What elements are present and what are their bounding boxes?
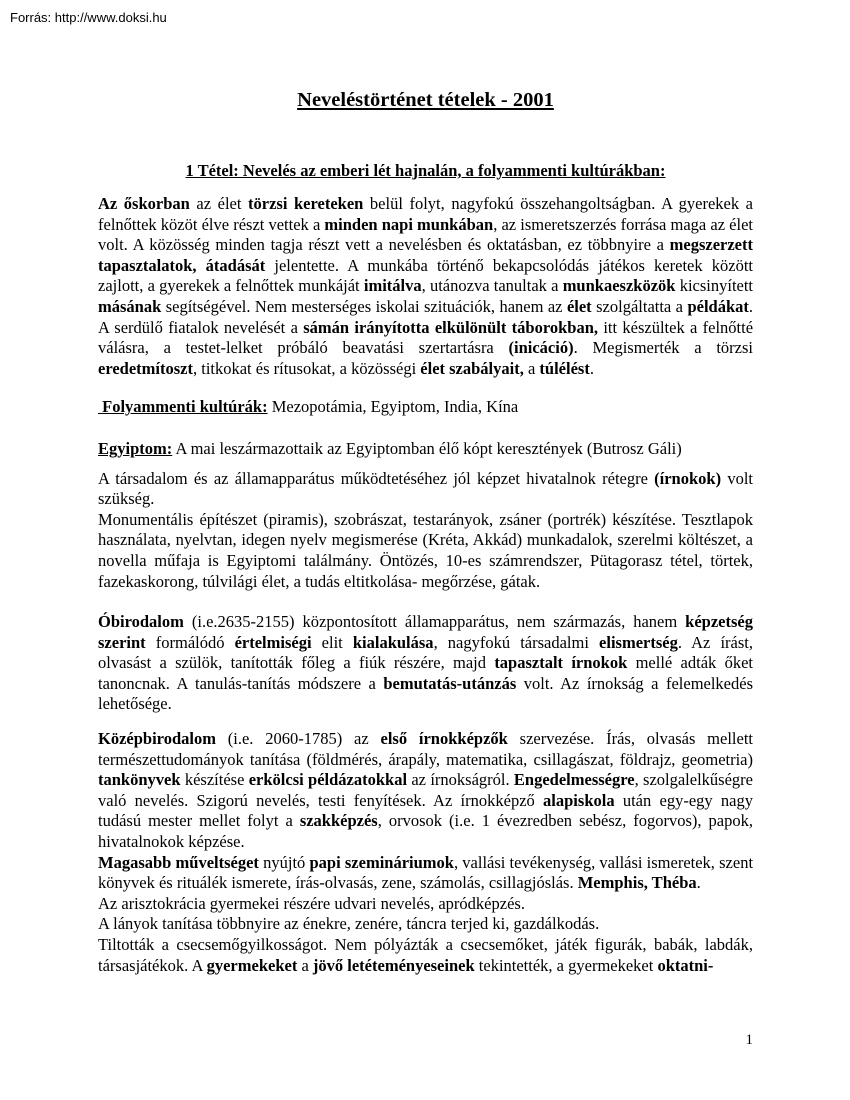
text-run: tapasztalt írnokok — [494, 653, 628, 673]
text-run: szervezése. Írás, olvasás mellett természettudományok tanítása (földmérés, árapály, matematika, csillagászat, földrajz, geometria) — [98, 729, 753, 769]
text-run: jövő letéteményeseinek — [312, 955, 475, 975]
text-run: itt készültek a felnőtté válásra, a testet-lelket próbáló beavatási szertartásra — [98, 317, 754, 358]
text-run: nyújtó — [258, 852, 310, 872]
text-run: . A serdülő fiatalok nevelését a — [98, 296, 754, 337]
text-run: kicsinyített — [675, 276, 754, 296]
tarsadalom-paragraph — [98, 469, 753, 510]
text-run: Tiltották a csecsemőgyilkosságot. Nem pólyázták a csecsemőket, játék figurák, babák, labdák, társasjátékok. A — [98, 935, 753, 975]
source-url-line: Forrás: http://www.doksi.hu — [10, 10, 167, 25]
tiltottak-paragraph — [98, 935, 753, 976]
lanyok-line — [98, 914, 753, 935]
text-run: A lányok tanítása többnyire az énekre, zenére, táncra terjed ki, gazdálkodás. — [98, 914, 600, 934]
text-run: másának — [98, 296, 162, 316]
text-run: (i.e. 2060-1785) az — [215, 729, 381, 749]
text-run: , szolgalelkűségre való nevelés. Szigorú nevelés, testi fenyítések. Az írnokképző — [98, 770, 753, 810]
text-run: A mai leszármazottaik az Egyiptomban élő kópt keresztények (Butrosz Gáli) — [172, 438, 682, 458]
text-run: (írnokok) — [654, 468, 722, 488]
text-run: törzsi kereteken — [248, 194, 364, 213]
text-run: a — [523, 358, 540, 378]
text-run: , az ismeretszerzés forrása maga az élet volt. A közösség minden tagja részt vett a nevelésben és oktatásban, ez többnyire a — [98, 214, 753, 255]
text-run: (i.e.2635-2155) központosított államapparátus, nem származás, hanem — [183, 612, 686, 632]
text-run: Az arisztokrácia gyermekei részére udvari nevelés, apródképzés. — [98, 893, 525, 913]
text-run: élet — [566, 296, 592, 316]
text-run: erkölcsi példázatokkal — [248, 770, 408, 790]
text-run: volt szükség. — [98, 468, 753, 509]
text-run: , titkokat és rítusokat, a közösségi — [192, 358, 421, 378]
text-run: munkaeszközök — [562, 276, 676, 296]
kozepbirodalom-paragraph — [98, 729, 753, 853]
egyiptom-line — [98, 439, 753, 460]
text-run: Középbirodalom — [98, 729, 216, 749]
text-run: volt. Az írnokság a felemelkedés lehetősége. — [98, 673, 754, 714]
text-run: elit — [311, 632, 353, 652]
text-run: A társadalom és az államapparátus működtetéséhez jól képzet hivatalnok rétegre — [98, 468, 655, 488]
text-run: eredetmítoszt — [98, 358, 193, 378]
text-run: segítségével. Nem mesterséges iskolai szituációk, hanem az — [161, 296, 567, 316]
text-run: , vallási tevékenység, vallási ismeretek, szent könyvek és rituálék ismerete, írás-olvasás, zene, számolás, csillagjóslás. — [98, 852, 754, 893]
text-run: belül folyt, nagyfokú összehangoltságban. A gyerekek a felnőttek közöt élve részt vettek a — [98, 194, 754, 234]
text-run: Mezopotámia, Egyiptom, India, Kína — [267, 397, 519, 417]
text-run: formálódó — [145, 632, 235, 652]
text-run: első írnokképzők — [380, 729, 508, 749]
text-run: Magasabb műveltséget — [98, 852, 259, 872]
text-run: szolgáltatta a — [591, 296, 688, 316]
text-run: Engedelmességre — [513, 770, 635, 790]
text-run: oktatni- — [657, 955, 714, 975]
text-run: az élet — [189, 194, 249, 213]
document-body — [98, 0, 753, 976]
text-run: az írnokságról. — [407, 770, 514, 790]
text-run: Monumentális építészet (piramis), szobrászat, testarányok, zsáner (portrék) készítése. Tesztlapok használata, nyelvtan, idegen nyelv megismerése (Kréta, Akkád) munkadalok, szerelmi költészet, a novella műfaja is Egyiptomi találmány. Öntözés, 10-es számrendszer, Pütagorasz tétel, törtek, fazekaskorong, túlvilági élet, a tudás eltitkolása- megőrzése, gátak. — [98, 509, 753, 591]
text-run: gyermekeket — [206, 955, 298, 975]
text-run: elismertség — [599, 632, 678, 652]
text-run: (inicáció) — [508, 338, 574, 358]
text-run: Egyiptom: — [98, 438, 173, 458]
text-run: , orvosok (i.e. 1 évezredben sebész, fogorvos), papok, hivatalnokok képzése. — [98, 811, 753, 852]
text-run: értelmiségi — [234, 632, 312, 652]
text-run: . Megismerték a törzsi — [573, 338, 753, 358]
text-run: túlélést — [539, 358, 590, 378]
text-run: Óbirodalom — [98, 612, 184, 632]
text-run: tekintették, a gyermekeket — [474, 955, 658, 975]
obirodalom-paragraph — [98, 612, 753, 715]
text-run: alapiskola — [543, 790, 615, 810]
text-run: Folyammenti kultúrák: — [98, 397, 268, 417]
text-run: szakképzés — [299, 811, 378, 831]
text-run: tankönyvek — [98, 770, 181, 790]
text-run: megszerzett tapasztalatok, átadását — [98, 235, 753, 275]
arisztokracia-line — [98, 894, 753, 915]
text-run: imitálva — [363, 276, 422, 296]
text-run: mellé adták őket tanoncnak. A tanulás-tanítás módszere a — [98, 653, 753, 693]
text-run: példákat — [687, 296, 749, 316]
text-run: , utánozva tanultak a — [421, 276, 563, 296]
text-run: Az őskorban — [98, 194, 190, 213]
text-run: készítése — [180, 770, 249, 790]
text-run: bemutatás-utánzás — [383, 673, 517, 693]
text-run: kialakulása — [352, 632, 434, 652]
page-number: 1 — [745, 1032, 753, 1048]
text-run: élet szabályait, — [420, 358, 524, 378]
text-run: után egy-egy nagy tudású mester mellet folyt a — [98, 790, 753, 831]
text-run: . Az írást, olvasást a szülök, tanították főleg a fiúk részére, majd — [98, 632, 754, 673]
oskorban-paragraph — [98, 194, 753, 379]
text-run: Memphis, Théba — [577, 873, 697, 893]
text-run: sámán irányította elkülönült táborokban, — [303, 317, 599, 337]
text-run: minden napi munkában — [324, 214, 494, 234]
text-run: képzetség szerint — [98, 612, 753, 652]
text-run: . — [696, 873, 701, 893]
text-run: . — [589, 358, 594, 378]
text-run: , nagyfokú társadalmi — [433, 632, 600, 652]
text-run: papi szemináriumok — [309, 852, 454, 872]
monumentalis-paragraph — [98, 510, 753, 592]
page-title: Neveléstörténet tételek - 2001 — [297, 89, 554, 111]
folyammenti-kulturak-line — [98, 397, 753, 418]
text-run: jelentette. A munkába történő bekapcsolódás játékos keretek között zajlott, a gyerekek a felnőttek munkáját — [98, 255, 753, 296]
text-run: a — [297, 955, 313, 975]
magasabb-muveltseg-paragraph — [98, 853, 753, 894]
lesson-heading: 1 Tétel: Nevelés az emberi lét hajnalán, a folyammenti kultúrákban: — [185, 161, 666, 180]
